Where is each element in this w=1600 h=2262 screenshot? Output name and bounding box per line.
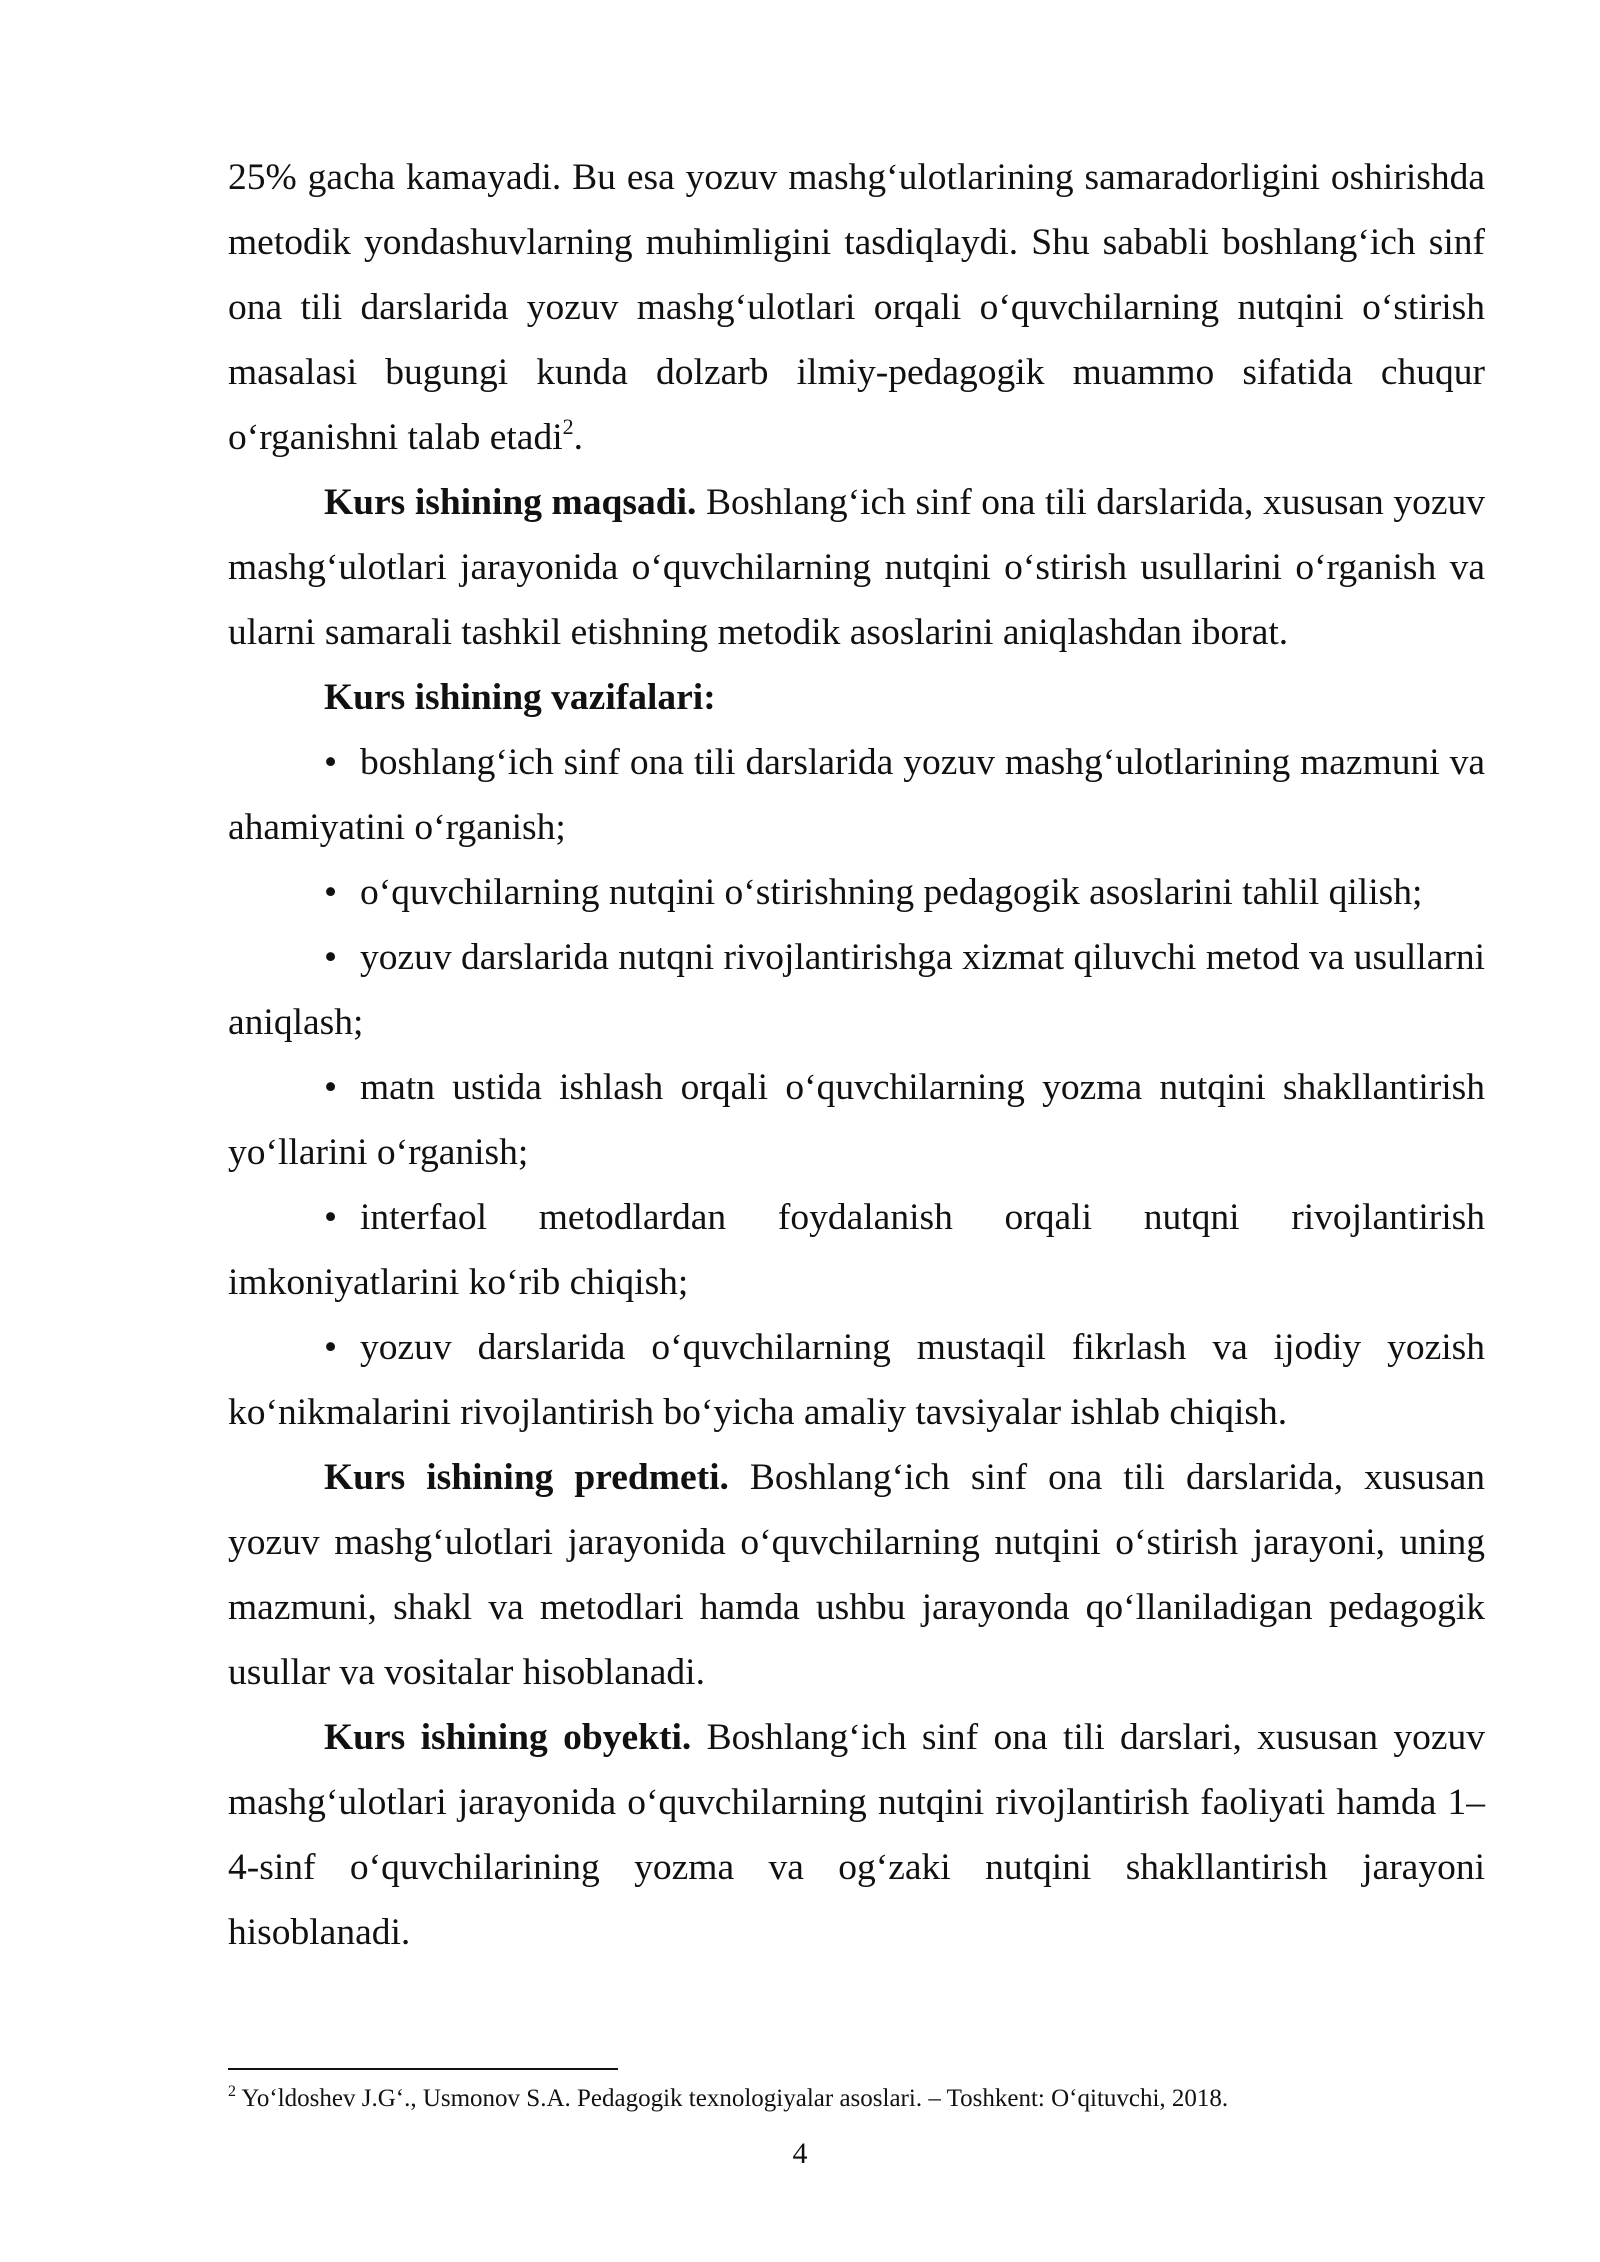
subject-paragraph [228, 1445, 1485, 1705]
task-item-5 [228, 1185, 1485, 1315]
tasks-heading-paragraph [228, 665, 1485, 730]
object-paragraph [228, 1705, 1485, 1965]
task-text: yozuv darslarida o‘quvchilarning mustaqil fikrlash va ijodiy yozish ko‘nikmalarini rivojlantirish bo‘yicha amaliy tavsiyalar ishlab chiqish. [228, 1327, 1485, 1433]
task-item-6 [228, 1315, 1485, 1445]
tasks-heading: Kurs ishining vazifalari: [324, 677, 716, 718]
footnote-separator [228, 2068, 618, 2070]
subject-text: Boshlang‘ich sinf ona tili darslarida, xususan yozuv mashg‘ulotlari jarayonida o‘quvchilarning nutqini o‘stirish jarayoni, uning mazmuni, shakl va metodlari hamda ushbu jarayonda qo‘llaniladigan pedagogik usullar va vositalar hisoblanadi. [228, 1457, 1485, 1693]
goal-text: Boshlang‘ich sinf ona tili darslarida, xususan yozuv mashg‘ulotlari jarayonida o‘quvchilarning nutqini o‘stirish usullarini o‘rganish va ularni samarali tashkil etishning metodik asoslarini aniqlashdan iborat. [228, 482, 1486, 653]
bullet-icon: • [324, 1197, 338, 1238]
object-text: Boshlang‘ich sinf ona tili darslari, xususan yozuv mashg‘ulotlari jarayonida o‘quvchilarning nutqini rivojlantirish faoliyati hamda 1–4-sinf o‘quvchilarining yozma va og‘zaki nutqini shakllantirish jarayoni hisoblanadi. [228, 1717, 1485, 1953]
task-text: boshlang‘ich sinf ona tili darslarida yozuv mashg‘ulotlarining mazmuni va ahamiyatini o‘rganish; [228, 742, 1485, 848]
intro-text: 25% gacha kamayadi. Bu esa yozuv mashg‘ulotlarining samaradorligini oshirishda metodik yondashuvlarning muhimligini tasdiqlaydi. Shu sababli boshlang‘ich sinf ona tili darslarida yozuv mashg‘ulotlari orqali o‘quvchilarning nutqini o‘stirish masalasi bugungi kunda dolzarb ilmiy-pedagogik muammo sifatida chuqur o‘rganishni talab etadi [228, 157, 1485, 458]
bullet-icon: • [324, 742, 338, 783]
task-item-3 [228, 925, 1485, 1055]
task-text: yozuv darslarida nutqni rivojlantirishga xizmat qiluvchi metod va usullarni aniqlash; [228, 937, 1485, 1043]
task-item-2 [228, 860, 1485, 925]
task-text: interfaol metodlardan foydalanish orqali nutqni rivojlantirish imkoniyatlarini ko‘rib chiqish; [228, 1197, 1485, 1303]
task-item-4 [228, 1055, 1485, 1185]
goal-heading: Kurs ishining maqsadi. [324, 482, 697, 523]
page-number: 4 [792, 2137, 808, 2170]
intro-paragraph [228, 145, 1485, 470]
bullet-icon: • [324, 872, 338, 913]
footnote-reference[interactable]: 2 [562, 413, 574, 439]
subject-heading: Kurs ishining predmeti. [324, 1457, 729, 1498]
object-heading: Kurs ishining obyekti. [324, 1717, 692, 1758]
intro-end: . [573, 417, 584, 458]
bullet-icon: • [324, 1327, 338, 1368]
body-text [228, 145, 1485, 1965]
footnote-marker: 2 [228, 2082, 236, 2100]
task-item-1 [228, 730, 1485, 860]
bullet-icon: • [324, 937, 338, 978]
footnote-text: Yo‘ldoshev J.G‘., Usmonov S.A. Pedagogik texnologiyalar asoslari. – Toshkent: O‘qituvchi, 2018. [236, 2085, 1229, 2112]
task-text: o‘quvchilarning nutqini o‘stirishning pedagogik asoslarini tahlil qilish; [360, 872, 1423, 913]
footnote [228, 2082, 1485, 2116]
task-text: matn ustida ishlash orqali o‘quvchilarning yozma nutqini shakllantirish yo‘llarini o‘rganish; [228, 1067, 1485, 1173]
goal-paragraph [228, 470, 1485, 665]
bullet-icon: • [324, 1067, 338, 1108]
